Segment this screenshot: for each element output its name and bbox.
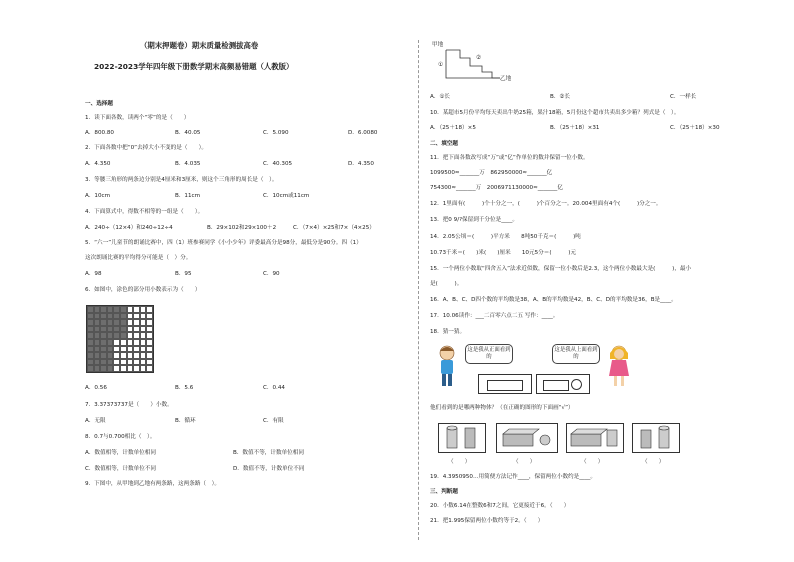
grid-cell-shaded [94, 306, 101, 313]
grid-cell-shaded [100, 365, 107, 372]
grid-cell-shaded [87, 365, 94, 372]
option-6a: A．0.56 [85, 385, 107, 391]
grid-cell-empty [120, 365, 127, 372]
grid-cell-empty [113, 339, 120, 346]
grid-cell-empty [120, 346, 127, 353]
grid-cell-shaded [94, 319, 101, 326]
grid-cell-shaded [107, 313, 114, 320]
grid-cell-empty [127, 306, 134, 313]
grid-cell-empty [113, 365, 120, 372]
option-9a: A．①长 [430, 94, 451, 100]
grid-cell-shaded [94, 339, 101, 346]
grid-cell-shaded [94, 332, 101, 339]
grid-cell-shaded [94, 365, 101, 372]
grid-cell-shaded [100, 306, 107, 313]
question-15-line-2: 是( )。 [430, 281, 463, 287]
grid-cell-shaded [87, 359, 94, 366]
option-5a: A．98 [85, 271, 102, 277]
grid-cell-empty [146, 319, 153, 326]
question-2: 2．下面各数中把“0”去掉大小不变的是（ ）。 [85, 145, 207, 151]
grid-cell-shaded [107, 359, 114, 366]
grid-cell-shaded [100, 352, 107, 359]
grid-cell-empty [146, 332, 153, 339]
question-6: 6．如图中，涂色的部分用小数表示为（ ） [85, 287, 201, 293]
grid-cell-empty [140, 319, 147, 326]
grid-cell-empty [133, 306, 140, 313]
choice-shape-3[interactable] [566, 423, 624, 453]
top-view-rectangle [543, 380, 569, 391]
grid-cell-shaded [87, 319, 94, 326]
grid-cell-shaded [87, 352, 94, 359]
choice-shape-4[interactable] [632, 423, 680, 453]
grid-cell-empty [127, 326, 134, 333]
option-9c: C．一样长 [670, 94, 697, 100]
choice-shape-2[interactable] [496, 423, 558, 453]
grid-cell-empty [127, 352, 134, 359]
hundred-grid-figure [86, 305, 154, 373]
grid-cell-shaded [113, 313, 120, 320]
grid-cell-shaded [120, 326, 127, 333]
grid-cell-shaded [107, 352, 114, 359]
question-21: 21．把1.995保留两位小数约等于2。（ ） [430, 518, 544, 524]
grid-cell-shaded [87, 332, 94, 339]
question-9: 9．下图中，从甲地到乙地有两条路，这两条路（ ）。 [85, 481, 221, 487]
grid-cell-empty [120, 359, 127, 366]
front-view-panel [478, 374, 532, 394]
question-14-line-2: 10.73千米＝( )米( )厘米 10元5分＝( )元 [430, 250, 577, 256]
grid-cell-empty [127, 339, 134, 346]
choice-shape-1[interactable] [438, 423, 486, 453]
option-2d: D．4.350 [348, 161, 374, 167]
grid-cell-empty [133, 346, 140, 353]
grid-cell-shaded [94, 326, 101, 333]
option-2c: C．40.305 [263, 161, 293, 167]
grid-cell-empty [113, 346, 120, 353]
grid-cell-empty [133, 365, 140, 372]
option-8d: D．数值不等，计数单位不同 [233, 466, 305, 472]
grid-cell-shaded [107, 319, 114, 326]
grid-cell-empty [127, 313, 134, 320]
question-11-line-2: 754300≈_______万 2006971130000≈_______亿 [430, 185, 563, 191]
grid-cell-shaded [113, 326, 120, 333]
grid-cell-empty [140, 352, 147, 359]
grid-cell-shaded [107, 339, 114, 346]
option-4b: B．29×102和29×100＋2 [207, 225, 277, 231]
grid-cell-empty [140, 332, 147, 339]
option-9b: B．②长 [550, 94, 571, 100]
question-17: 17．10.06读作：___二百零六点二五 写作：____。 [430, 313, 559, 319]
grid-cell-shaded [113, 332, 120, 339]
answer-blank-3[interactable]: （ ） [581, 459, 604, 465]
grid-cell-empty [127, 332, 134, 339]
boy-figure [432, 343, 462, 391]
option-1c: C．5.090 [263, 130, 289, 136]
grid-cell-shaded [120, 306, 127, 313]
question-11: 11．把下面各数改写成“万”或“亿”作单位的数并保留一位小数。 [430, 155, 589, 161]
route-path-2-label: ② [476, 55, 482, 61]
option-4c: C．（7×4）×25和7×（4×25） [293, 225, 375, 231]
grid-cell-shaded [100, 339, 107, 346]
grid-cell-shaded [107, 332, 114, 339]
grid-cell-empty [140, 365, 147, 372]
grid-cell-empty [140, 359, 147, 366]
grid-cell-empty [127, 346, 134, 353]
question-10: 10．某超市5月份平均每天卖出牛奶25箱，果汁18箱，5月份这个超市共卖出多少箱？列式是（ ）。 [430, 110, 680, 116]
answer-blank-4[interactable]: （ ） [642, 459, 665, 465]
front-view-rectangle [487, 380, 523, 391]
question-15-line-1: 15．一个两位小数取“四舍五入”法求近似数，保留一位小数后是2.3，这个两位小数最大是( )，最小 [430, 266, 692, 272]
option-1b: B．40.05 [175, 130, 201, 136]
option-10a: A．（25＋18）×5 [430, 125, 476, 131]
option-2b: B．4.035 [175, 161, 201, 167]
question-4: 4．下面算式中，得数不相等的一组是（ ）。 [85, 209, 204, 215]
grid-cell-empty [133, 332, 140, 339]
option-5c: C．90 [263, 271, 280, 277]
question-12: 12．1里面有( )个十分之一，( )个百分之一。20.004里面有4个( )分之一。 [430, 201, 662, 207]
grid-cell-empty [146, 352, 153, 359]
grid-cell-shaded [113, 306, 120, 313]
girl-figure [604, 343, 634, 391]
option-3b: B．11cm [175, 193, 201, 199]
question-11-line-1: 1099500≈_______万 862950000≈_______亿 [430, 170, 553, 176]
grid-cell-empty [133, 339, 140, 346]
option-8c: C．数值相等，计数单位不同 [85, 466, 157, 472]
option-3c: C．10cm或11cm [263, 193, 310, 199]
left-speech-bubble: 这是我从正面看到的 [465, 344, 513, 364]
grid-cell-empty [127, 359, 134, 366]
option-2a: A．4.350 [85, 161, 111, 167]
grid-cell-empty [146, 346, 153, 353]
grid-cell-shaded [100, 359, 107, 366]
grid-cell-shaded [87, 313, 94, 320]
grid-cell-empty [140, 346, 147, 353]
grid-cell-empty [120, 352, 127, 359]
option-7c: C．有限 [263, 418, 284, 424]
grid-cell-shaded [100, 332, 107, 339]
question-20: 20．小数6.14在整数6和7之间，它更接近于6。（ ） [430, 503, 570, 509]
grid-cell-empty [120, 339, 127, 346]
grid-cell-empty [146, 359, 153, 366]
grid-cell-empty [146, 365, 153, 372]
route-figure [430, 40, 540, 88]
grid-cell-empty [133, 326, 140, 333]
grid-cell-shaded [94, 313, 101, 320]
question-8: 8．0.7与0.700相比（ ）。 [85, 434, 156, 440]
grid-cell-empty [127, 365, 134, 372]
option-6b: B．5.6 [175, 385, 194, 391]
grid-cell-shaded [107, 306, 114, 313]
question-14: 14．2.05公顷＝( )平方米 8吨50千克＝( )吨 [430, 234, 581, 240]
question-18-instruction: 他们看到的是哪两种物体？（在正确的图形的下面画“√”） [430, 405, 574, 411]
grid-cell-shaded [100, 313, 107, 320]
option-7b: B．循环 [175, 418, 196, 424]
grid-cell-empty [140, 313, 147, 320]
option-6c: C．0.44 [263, 385, 285, 391]
route-path-1-label: ① [438, 62, 444, 68]
grid-cell-shaded [87, 339, 94, 346]
top-view-panel [536, 374, 590, 394]
section-judge: 三、判断题 [430, 489, 458, 495]
option-4a: A．240÷（12×4）和240÷12÷4 [85, 225, 173, 231]
grid-cell-empty [133, 359, 140, 366]
grid-cell-shaded [94, 359, 101, 366]
title-line-2: 2022-2023学年四年级下册数学期末高频易错题（人教版） [94, 62, 294, 71]
option-8b: B．数值不等，计数单位相同 [233, 450, 304, 456]
option-1a: A．800.80 [85, 130, 114, 136]
question-5-line-2: 这次朗诵比赛的平均得分可能是（ ）分。 [85, 255, 192, 261]
grid-cell-shaded [107, 365, 114, 372]
question-18: 18．猜一猜。 [430, 329, 466, 335]
grid-cell-empty [140, 326, 147, 333]
option-7a: A．无限 [85, 418, 106, 424]
option-3a: A．10cm [85, 193, 111, 199]
grid-cell-empty [140, 306, 147, 313]
grid-cell-empty [146, 339, 153, 346]
route-path-2 [446, 50, 500, 78]
right-speech-bubble: 这是我从上面看到的 [552, 344, 600, 364]
route-end-label: 乙地 [500, 76, 512, 82]
grid-cell-empty [133, 319, 140, 326]
grid-cell-shaded [107, 346, 114, 353]
grid-cell-shaded [100, 319, 107, 326]
option-10c: C．（25＋18）×30 [670, 125, 720, 131]
column-divider [418, 40, 419, 540]
grid-cell-empty [146, 306, 153, 313]
answer-blank-2[interactable]: （ ） [513, 459, 536, 465]
grid-cell-shaded [100, 346, 107, 353]
option-10b: B．（25＋18）×31 [550, 125, 600, 131]
grid-cell-shaded [100, 326, 107, 333]
section-fill: 二、填空题 [430, 141, 458, 147]
grid-cell-empty [133, 352, 140, 359]
grid-cell-empty [133, 313, 140, 320]
question-19: 19．4.3950950…用简便方法记作____，保留两位小数约是____。 [430, 474, 597, 480]
title-line-1: （期末押题卷）期末质量检测拔高卷 [140, 41, 259, 50]
grid-cell-empty [113, 359, 120, 366]
grid-cell-shaded [120, 313, 127, 320]
answer-blank-1[interactable]: （ ） [448, 459, 471, 465]
grid-cell-shaded [87, 346, 94, 353]
route-start-label: 甲地 [432, 42, 444, 48]
question-3: 3．等腰三角形的两条边分别是4厘米和3厘米，则这个三角形的周长是（ ）。 [85, 177, 278, 183]
grid-cell-shaded [107, 326, 114, 333]
grid-cell-empty [140, 339, 147, 346]
option-5b: B．95 [175, 271, 192, 277]
grid-cell-empty [127, 319, 134, 326]
option-1d: D．6.0080 [348, 130, 378, 136]
grid-cell-shaded [94, 352, 101, 359]
question-13: 13．把0 9/?保留到千分位是____。 [430, 217, 518, 223]
question-16: 16．A、B、C、D四个数的平均数是38，A、B的平均数是42，B、C、D的平均数是36，B是____。 [430, 297, 677, 303]
question-5-line-1: 5．“六一”儿童节的朗诵比赛中，四（1）班参赛同学《小小少年》评委最高分是98分，最低分是90分。四（1） [85, 240, 362, 246]
grid-cell-empty [146, 313, 153, 320]
grid-cell-shaded [87, 326, 94, 333]
grid-cell-shaded [87, 306, 94, 313]
option-8a: A．数值相等，计数单位相同 [85, 450, 156, 456]
grid-cell-empty [113, 352, 120, 359]
question-7: 7．3.37373737是（ ）小数。 [85, 402, 173, 408]
top-view-circle [571, 379, 582, 390]
grid-cell-shaded [120, 319, 127, 326]
grid-cell-empty [146, 326, 153, 333]
grid-cell-shaded [120, 332, 127, 339]
grid-cell-shaded [94, 346, 101, 353]
grid-cell-shaded [113, 319, 120, 326]
section-choice: 一、选择题 [85, 101, 113, 107]
question-1: 1．读下面各数，读两个“零”的是（ ） [85, 115, 190, 121]
